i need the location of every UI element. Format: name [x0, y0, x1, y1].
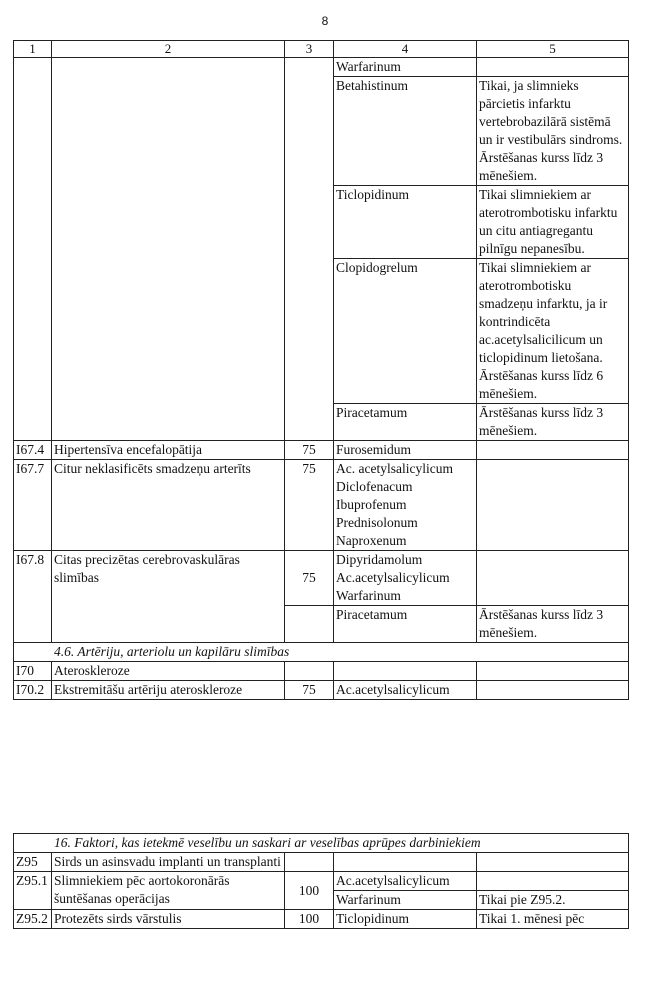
drug-item: Diclofenacum [336, 479, 413, 494]
note-cell [477, 872, 629, 891]
drug-item: Ac. acetylsalicylicum [336, 461, 453, 476]
drug-cell: Ticlopidinum [334, 186, 477, 259]
code-cell [14, 58, 52, 441]
code-cell: I70.2 [14, 681, 52, 700]
percent-cell: 75 [285, 681, 334, 700]
percent-cell: 100 [285, 872, 334, 910]
note-cell: Ārstēšanas kurss līdz 3 mēnešiem. [477, 606, 629, 643]
disease-cell: Citur neklasificēts smadzeņu arterīts [52, 460, 285, 551]
code-cell: I67.4 [14, 441, 52, 460]
factors-table [13, 833, 629, 929]
drug-cell: Ac.acetylsalicylicum [334, 872, 477, 891]
code-cell: I67.7 [14, 460, 52, 551]
percent-cell: 100 [285, 910, 334, 929]
note-cell: Tikai pie Z95.2. [477, 891, 629, 910]
drug-item: Naproxenum [336, 533, 407, 548]
drug-item: Prednisolonum [336, 515, 418, 530]
note-cell: Ārstēšanas kurss līdz 3 mēnešiem. [477, 404, 629, 441]
table-row [14, 441, 629, 460]
disease-cell: Citas precizētas cerebrovaskulāras slimības [52, 551, 285, 643]
percent-cell: 75 [285, 551, 334, 606]
code-cell: Z95 [14, 853, 52, 872]
table-row [14, 910, 629, 929]
section-heading: 16. Faktori, kas ietekmē veselību un saskari ar veselības aprūpes darbiniekiem [14, 834, 629, 853]
table-row [14, 551, 629, 606]
disease-cell: Ekstremitāšu artēriju ateroskleroze [52, 681, 285, 700]
header-col-3: 3 [285, 41, 334, 58]
note-cell: Tikai, ja slimnieks pārcietis infarktu vertebrobazilārā sistēmā un ir vestibulārs sindroms. Ārstēšanas kurss līdz 3 mēnešiem. [477, 77, 629, 186]
drug-item: Ac.acetylsalicylicum [336, 570, 450, 585]
code-cell: I67.8 [14, 551, 52, 643]
drug-list-cell [334, 460, 477, 551]
drug-cell [334, 853, 477, 872]
drug-cell: Clopidogrelum [334, 259, 477, 404]
percent-cell [285, 662, 334, 681]
note-cell [477, 551, 629, 606]
drug-cell: Furosemidum [334, 441, 477, 460]
table-row [14, 460, 629, 551]
code-cell: Z95.2 [14, 910, 52, 929]
table-row [14, 872, 629, 891]
note-cell [477, 681, 629, 700]
drug-cell: Betahistinum [334, 77, 477, 186]
table-header-row [14, 41, 629, 58]
code-cell: Z95.1 [14, 872, 52, 910]
percent-cell [285, 606, 334, 643]
drug-cell: Warfarinum [334, 891, 477, 910]
note-cell [477, 58, 629, 77]
drug-cell: Piracetamum [334, 606, 477, 643]
page-number: 8 [321, 14, 329, 28]
header-col-4: 4 [334, 41, 477, 58]
percent-cell [285, 58, 334, 441]
percent-cell [285, 853, 334, 872]
table-row [14, 58, 629, 77]
percent-cell: 75 [285, 441, 334, 460]
section-row [14, 834, 629, 853]
header-col-2: 2 [52, 41, 285, 58]
disease-cell [52, 58, 285, 441]
section-row [14, 643, 629, 662]
disease-cell: Slimniekiem pēc aortokoronārās šuntēšanas operācijas [52, 872, 285, 910]
header-col-5: 5 [477, 41, 629, 58]
note-cell [477, 441, 629, 460]
disease-cell: Hipertensīva encefalopātija [52, 441, 285, 460]
note-cell [477, 662, 629, 681]
drug-table [13, 40, 629, 700]
percent-cell: 75 [285, 460, 334, 551]
header-col-1: 1 [14, 41, 52, 58]
note-cell [477, 460, 629, 551]
section-heading: 4.6. Artēriju, arteriolu un kapilāru slimības [14, 643, 629, 662]
drug-cell: Ac.acetylsalicylicum [334, 681, 477, 700]
drug-item: Ibuprofenum [336, 497, 407, 512]
drug-item: Dipyridamolum [336, 552, 423, 567]
note-cell: Tikai slimniekiem ar aterotrombotisku infarktu un citu antiagregantu pilnīgu nepanesību. [477, 186, 629, 259]
note-cell: Tikai slimniekiem ar aterotrombotisku smadzeņu infarktu, ja ir kontrindicēta ac.acetylsalicilicum un ticlopidinum lietošana. Ārstēšanas kurss līdz 6 mēnešiem. [477, 259, 629, 404]
drug-cell: Piracetamum [334, 404, 477, 441]
note-cell [477, 853, 629, 872]
disease-cell: Sirds un asinsvadu implanti un transplanti [52, 853, 285, 872]
disease-cell: Protezēts sirds vārstulis [52, 910, 285, 929]
disease-cell: Ateroskleroze [52, 662, 285, 681]
table-row [14, 853, 629, 872]
table-row [14, 681, 629, 700]
table-row [14, 662, 629, 681]
drug-item: Warfarinum [336, 588, 401, 603]
drug-cell [334, 662, 477, 681]
drug-cell: Warfarinum [334, 58, 477, 77]
note-cell: Tikai 1. mēnesi pēc [477, 910, 629, 929]
code-cell: I70 [14, 662, 52, 681]
drug-cell: Ticlopidinum [334, 910, 477, 929]
drug-list-cell [334, 551, 477, 606]
